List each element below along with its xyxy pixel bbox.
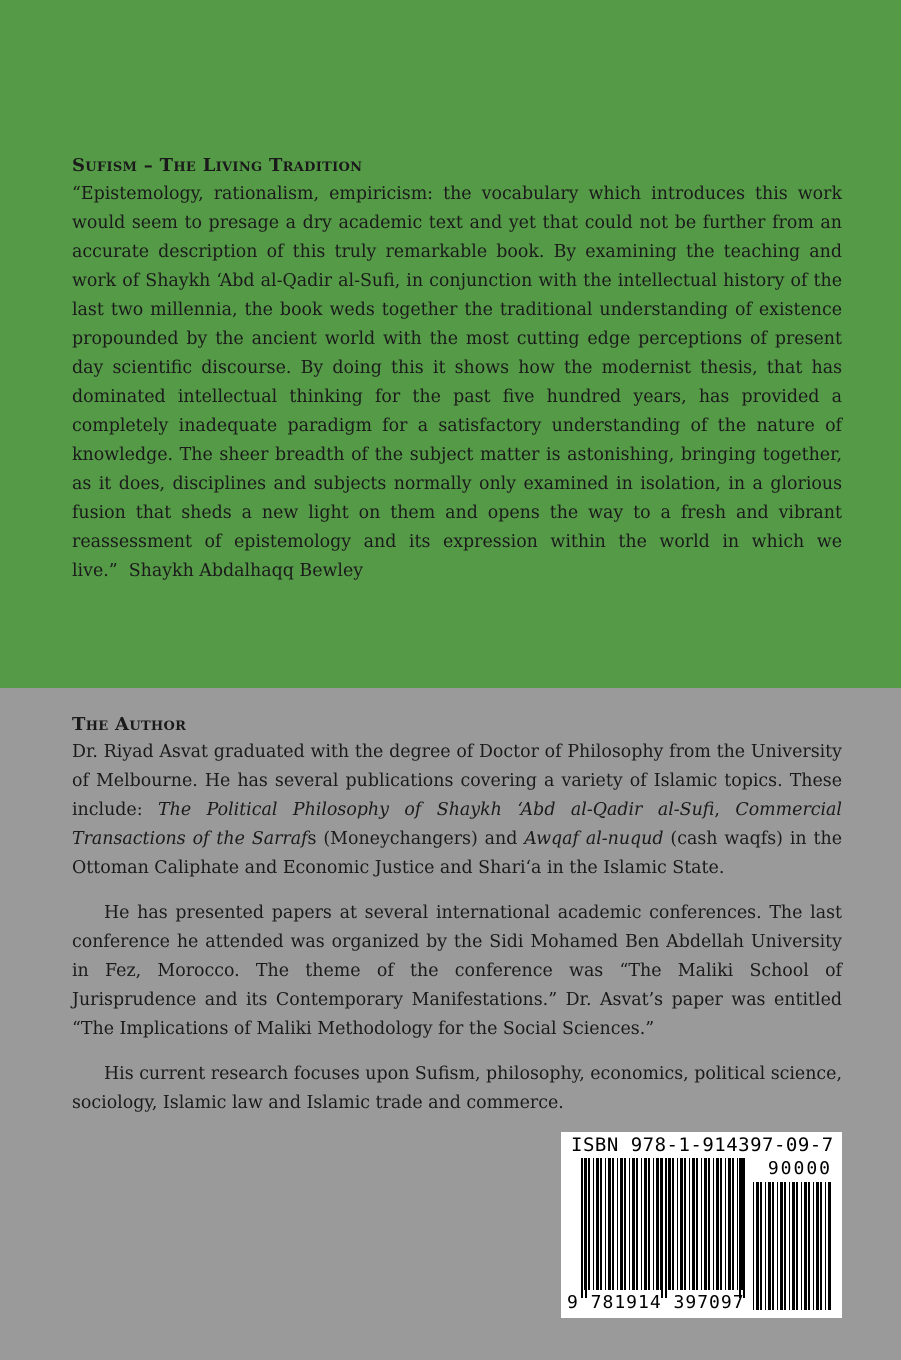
quote-block [72, 180, 842, 586]
bio-text-a: Dr. Riyad Asvat graduated with the degree of Doctor of Philosophy from the University of Melbourne. He has several publications covering a variety of Islamic topics. These include: [72, 742, 842, 820]
author-paragraph-2: He has presented papers at several international academic conferences. The last conference he attended was organized by the Sidi Mohamed Ben Abdellah University in Fez, Morocco. The theme of the conference was “The Maliki School of Jurisprudence and its Contemporary Manifestations.” Dr. Asvat’s paper was entitled “The Implications of Maliki Methodology for the Social Sciences.” [72, 903, 842, 1039]
quote-paragraph [72, 180, 842, 586]
author-bio [72, 738, 842, 1118]
quote-attribution: Shaykh Abdalhaqq Bewley [128, 561, 364, 581]
section-heading-tradition: Sufism – The Living Tradition [72, 155, 363, 176]
section-heading-author: The Author [72, 714, 187, 735]
quote-text: “Epistemology, rationalism, empiricism: the vocabulary which introduces this work would seem to presage a dry academic text and yet that could not be further from an accurate description of this truly remarkable book. By examining the teaching and work of Shaykh ‘Abd al-Qadir al-Sufi, in conjunction with the intellectual history of the last two millennia, the book weds together the traditional understanding of existence propounded by the ancient world with the most cutting edge perceptions of present day scientific discourse. By doing this it shows how the modernist thesis, that has dominated intellectual thinking for the past five hundred years, has provided a completely inadequate paradigm for a satisfactory understanding of the nature of knowledge. The sheer breadth of the subject matter is astonishing, bringing together, as it does, disciplines and subjects normally only examined in isolation, in a glorious fusion that sheds a new light on them and opens the way to a fresh and vibrant reassessment of epistemology and its expression within the world in which we live.” [72, 184, 842, 581]
bio-text-b: , [714, 800, 736, 820]
author-paragraph-3: His current research focuses upon Sufism, philosophy, economics, political science, sociology, Islamic law and Islamic trade and commerce. [72, 1064, 842, 1113]
isbn-label: ISBN 978-1-914397-09-7 [571, 1134, 834, 1156]
bio-text-d: (cash waqfs) in the Ottoman Caliphate and Economic Justice and Shari‘a in the Islamic State. [72, 829, 843, 878]
author-paragraph-1 [72, 738, 842, 883]
ean-digits: 9 781914 397097 [567, 1292, 745, 1313]
book-title-political-philosophy: The Political Philosophy of Shaykh ‘Abd al-Qadir al-Sufi [158, 800, 715, 820]
barcode-bars [561, 1132, 842, 1318]
book-title-awqaf: Awqaf al-nuqud [524, 829, 664, 849]
price-code: 90000 [767, 1158, 832, 1179]
bio-text-c: s (Moneychangers) and [307, 829, 525, 849]
book-title-commercial-transactions: Commercial Transactions of the Sarraf [72, 800, 842, 849]
barcode [561, 1132, 842, 1318]
